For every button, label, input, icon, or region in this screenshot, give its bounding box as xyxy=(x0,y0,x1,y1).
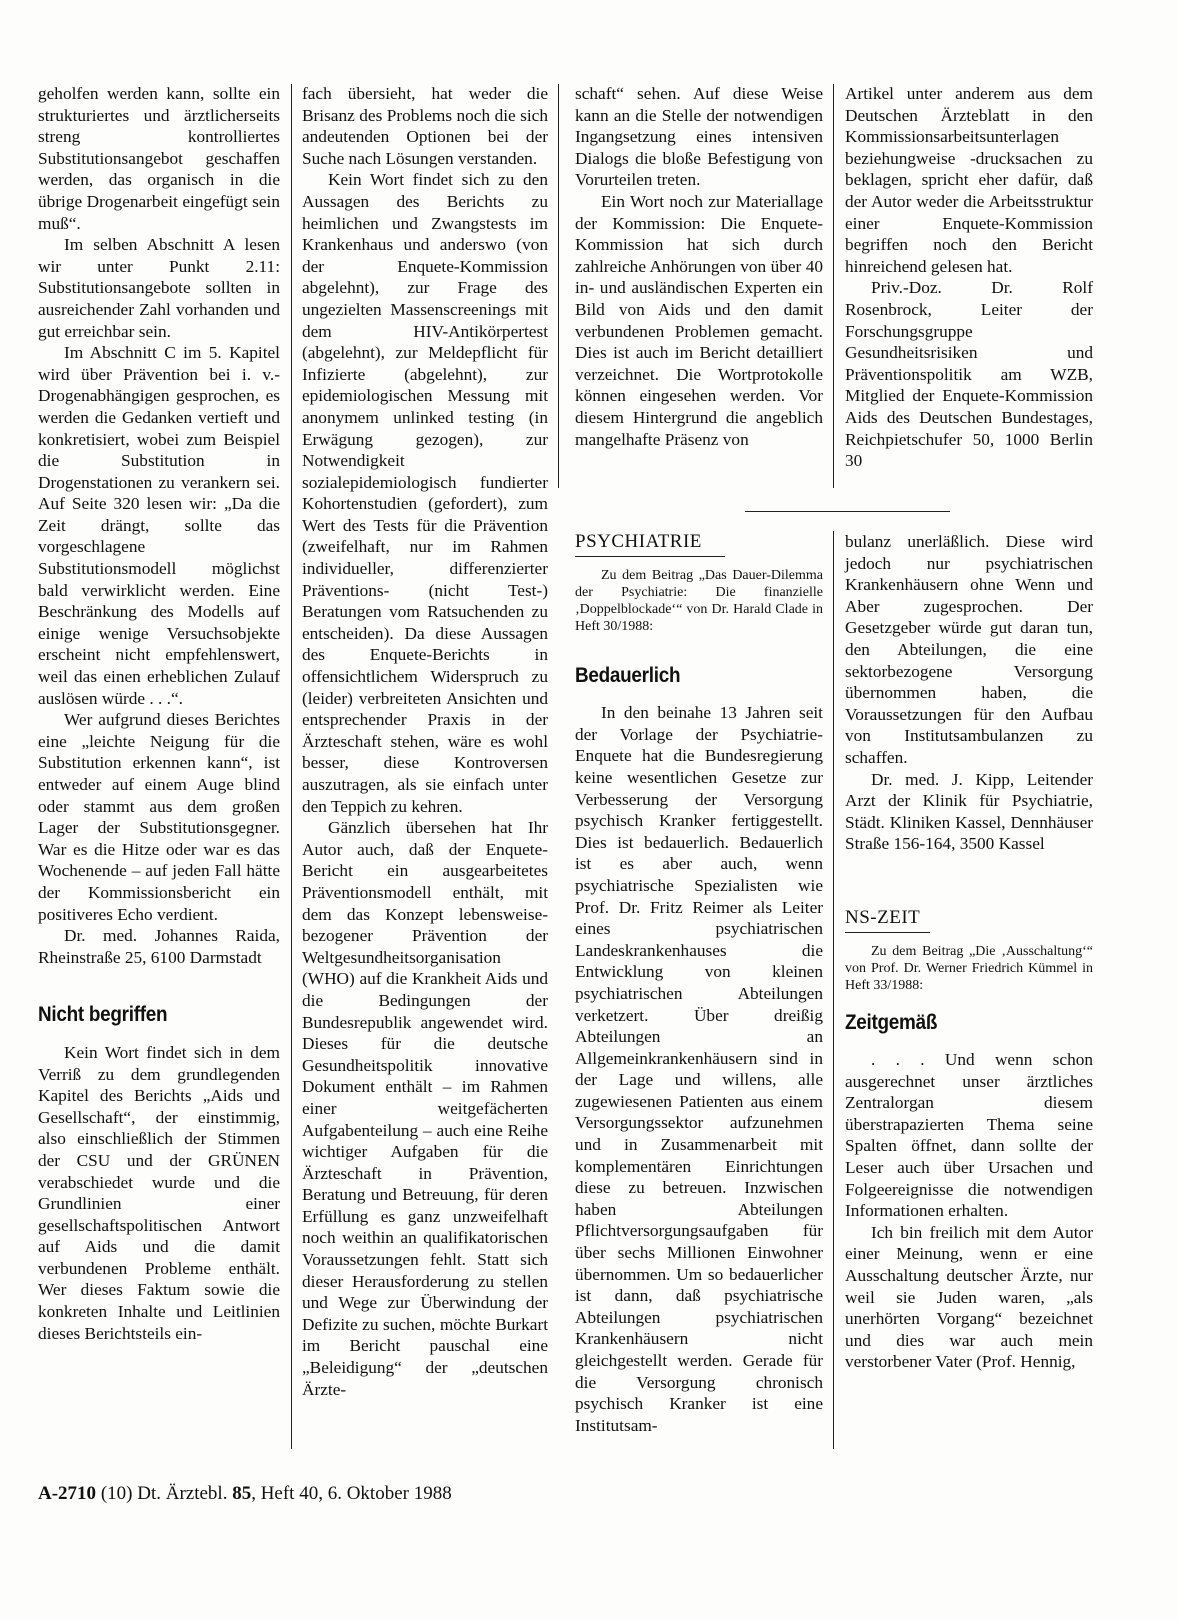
article-heading: Nicht begriffen xyxy=(38,1003,168,1027)
paragraph: Kein Wort findet sich zu den Aussagen des Berichts zu heimlichen und Zwangstests im Krankenhaus und anderswo (von der Enquete-Kommission abgelehnt), zur Frage des ungezielten Massenscreenings mit dem HIV-Antikörpertest (abgelehnt), zur Meldepflicht für Infizierte (abgelehnt), zur epidemiologischen Messung mit anonymem unlinked testing (in Erwägung gezogen), zur Notwendigkeit sozialepidemiologisch fundierter Kohortenstudien (gefordert), zum Wert des Tests für die Prävention (zweifelhaft, nur im Rahmen individueller, differenzierter Präventions- (nicht Test-) Beratungen vom Ratsuchenden zu entscheiden). Da diese Aussagen des Enquete-Berichts in offensichtlichem Widerspruch zu (leider) verbreiteten Ansichten und entsprechender Praxis in der Ärzteschaft stehen, wäre es wohl besser, diese Kontroversen auszutragen, als sie einfach unter den Teppich zu kehren. xyxy=(302,170,548,816)
reference-note: Zu dem Beitrag „Das Dauer-Dilemma der Psychiatrie: Die finanzielle ‚Doppelblockade‘“ von Dr. Harald Clade in Heft 30/1988: xyxy=(575,567,823,634)
signature: Dr. med. Johannes Raida, Rheinstraße 25, 6100 Darmstadt xyxy=(38,926,280,967)
paragraph: In den beinahe 13 Jahren seit der Vorlage der Psychiatrie-Enquete hat die Bundesregierung keine wesentlichen Gesetze zur Verbesserung der Versorgung psychisch Kranker fertiggestellt. Dies ist bedauerlich. Bedauerlich ist es aber auch, wenn psychiatrische Spezialisten wie Prof. Dr. Fritz Reimer als Leiter eines psychiatrischen Landeskrankenhauses die Entwicklung von kleinen psychiatrischen Abteilungen verketzert. Über dreißig Abteilungen an Allgemeinkrankenhäusern sind in der Lage und willens, alle zugewiesenen Patienten aus einem Versorgungssektor aufzunehmen und in Zusammenarbeit mit komplementären Einrichtungen diese zu betreuen. Inzwischen haben Abteilungen Pflichtversorgungsaufgaben für über sechs Millionen Einwohner übernommen. Um so bedauerlicher ist dann, daß psychiatrische Abteilungen psychiatrischen Krankenhäusern nicht gleichgestellt werden. Gerade für die Versorgung chronisch psychisch Kranker ist eine Institutsam- xyxy=(575,703,823,1435)
column-divider xyxy=(291,84,292,1449)
column-4-bottom xyxy=(845,531,1093,1373)
column-3-bottom xyxy=(575,531,823,1436)
signature: Dr. med. J. Kipp, Leitender Arzt der Klinik für Psychiatrie, Städt. Kliniken Kassel, Dennhäuser Straße 156-164, 3500 Kassel xyxy=(845,769,1093,854)
column-1 xyxy=(38,83,280,1344)
volume-number: 85 xyxy=(232,1483,252,1504)
paragraph: Gänzlich übersehen hat Ihr Autor auch, daß der Enquete-Bericht ein ausgearbeitetes Präventionsmodell enthält, mit dem das Konzept lebensweise-bezogener Prävention der Weltgesundheitsorganisation (WHO) auf die Krankheit Aids und die Bedingungen der Bundesrepublik angewendet wird. Dieses für die deutsche Gesundheitspolitik innovative Dokument enthält – im Rahmen einer weitgefächerten Aufgabenteilung – auch eine Reihe wichtiger Aufgaben für die Ärzteschaft in Prävention, Beratung und Betreuung, für deren Erfüllung es ganz unzweifelhaft noch weithin an qualifikatorischen Voraussetzungen fehlt. Statt sich dieser Herausforderung zu stellen und Wege zur Überwindung der Defizite zu suchen, möchte Burkart im Bericht pauschal eine „Beleidigung“ der „deutschen Ärzte- xyxy=(302,818,548,1399)
paragraph: geholfen werden kann, sollte ein strukturiertes und ärztlicherseits streng kontrolliertes Substitutionsangebot geschaffen werden, das organisch in die übrige Drogenarbeit eingefügt sein muß“. xyxy=(38,84,280,233)
column-3-top xyxy=(575,83,823,450)
column-2 xyxy=(302,83,548,1400)
paragraph: schaft“ sehen. Auf diese Weise kann an die Stelle der notwendigen Ingangsetzung eines intensiven Dialogs die bloße Befestigung von Vorurteilen treten. xyxy=(575,84,823,190)
paragraph: Im selben Abschnitt A lesen wir unter Punkt 2.11: Substitutionsangebote sollten in ausreichender Zahl vorhanden und gut erreichbar sein. xyxy=(38,235,280,341)
paragraph: Artikel unter anderem aus dem Deutschen Ärzteblatt in den Kommissionsarbeitsunterlagen beziehungweise -drucksachen zu beklagen, spricht eher dafür, daß der Autor weder die Arbeitsstruktur einer Enquete-Kommission begriffen noch den Bericht hinreichend gelesen hat. xyxy=(845,84,1093,276)
issue-date: , Heft 40, 6. Oktober 1988 xyxy=(251,1483,452,1504)
column-divider xyxy=(558,84,559,488)
paragraph: bulanz unerläßlich. Diese wird jedoch nur psychiatrischen Krankenhäusern ohne Wenn und Aber zugesprochen. Der Gesetzgeber würde gut daran tun, den Abteilungen, die eine sektorbezogene Versorgung übernommen haben, die Voraussetzungen für den Aufbau von Institutsambulanzen zu schaffen. xyxy=(845,532,1093,767)
paragraph: Ich bin freilich mit dem Autor einer Meinung, wenn er eine Ausschaltung deutscher Ärzte, nur weil sie Juden waren, „als unerhörten Vorgang“ bezeichnet und dies war auch mein verstorbener Vater (Prof. Hennig, xyxy=(845,1222,1093,1372)
section-rubric: PSYCHIATRIE xyxy=(575,531,725,557)
article-heading: Zeitgemäß xyxy=(845,1010,938,1034)
column-divider xyxy=(833,531,834,1449)
section-divider xyxy=(745,511,950,512)
article-heading: Bedauerlich xyxy=(575,663,681,687)
journal-name: (10) Dt. Ärztebl. xyxy=(96,1483,233,1504)
reference-note: Zu dem Beitrag „Die ‚Ausschaltung‘“ von Prof. Dr. Werner Friedrich Kümmel in Heft 33/1988: xyxy=(845,943,1093,993)
column-divider xyxy=(833,84,834,488)
page-footer xyxy=(38,1483,452,1505)
page-number: A-2710 xyxy=(38,1483,97,1504)
signature: Priv.-Doz. Dr. Rolf Rosenbrock, Leiter der Forschungsgruppe Gesundheitsrisiken und Präventionspolitik am WZB, Mitglied der Enquete-Kommission Aids des Deutschen Bundestages, Reichpietschufer 50, 1000 Berlin 30 xyxy=(845,278,1093,471)
paragraph: Kein Wort findet sich in dem Verriß zu dem grundlegenden Kapitel des Berichts „Aids und Gesellschaft“, der einstimmig, also einschließlich der Stimmen der CSU und der GRÜNEN verabschiedet wurde und die Grundlinien einer gesellschaftspolitischen Antwort auf Aids und die damit verbundenen Probleme enthält. Wer dieses Faktum sowie die konkreten Inhalte und Leitlinien dieses Berichtsteils ein- xyxy=(38,1042,280,1343)
paragraph: Ein Wort noch zur Materiallage der Kommission: Die Enquete-Kommission hat sich durch zahlreiche Anhörungen von über 40 in- und ausländischen Experten ein Bild von Aids und den damit verbundenen Problemen gemacht. Dies ist auch im Bericht detailliert verzeichnet. Die Wortprotokolle können eingesehen werden. Vor diesem Hintergrund die angeblich mangelhafte Präsenz von xyxy=(575,191,823,449)
paragraph: fach übersieht, hat weder die Brisanz des Problems noch die sich andeutenden Optionen bei der Suche nach Lösungen verstanden. xyxy=(302,84,548,168)
column-4-top xyxy=(845,83,1093,472)
paragraph: . . . Und wenn schon ausgerechnet unser ärztliches Zentralorgan diesem überstrapazierten Thema seine Spalten öffnet, dann sollte der Leser auch über Ursachen und Folgeereignisse die notwendigen Informationen erhalten. xyxy=(845,1050,1093,1221)
paragraph: Wer aufgrund dieses Berichtes eine „leichte Neigung für die Substitution erkennen kann“, ist entweder auf einem Auge blind oder stammt aus dem großen Lager der Substitutionsgegner. War es die Hitze oder war es das Wochenende – auf jeden Fall hätte der Kommissionsbericht ein positiveres Echo verdient. xyxy=(38,710,280,924)
section-rubric: NS-ZEIT xyxy=(845,907,930,933)
paragraph: Im Abschnitt C im 5. Kapitel wird über Prävention bei i. v.-Drogenabhängigen gesprochen, es werden die Gedanken vertieft und konkretisiert, wobei zum Beispiel die Substitution in Drogenstationen zu verankern sei. Auf Seite 320 lesen wir: „Da die Zeit drängt, sollte das vorgeschlagene Substitutionsmodell möglichst bald verwirklicht werden. Eine Beschränkung des Modells auf einige wenige Versuchsobjekte erscheint nicht empfehlenswert, weil das einen erheblichen Zulauf auslösen würde . . .“. xyxy=(38,343,280,708)
